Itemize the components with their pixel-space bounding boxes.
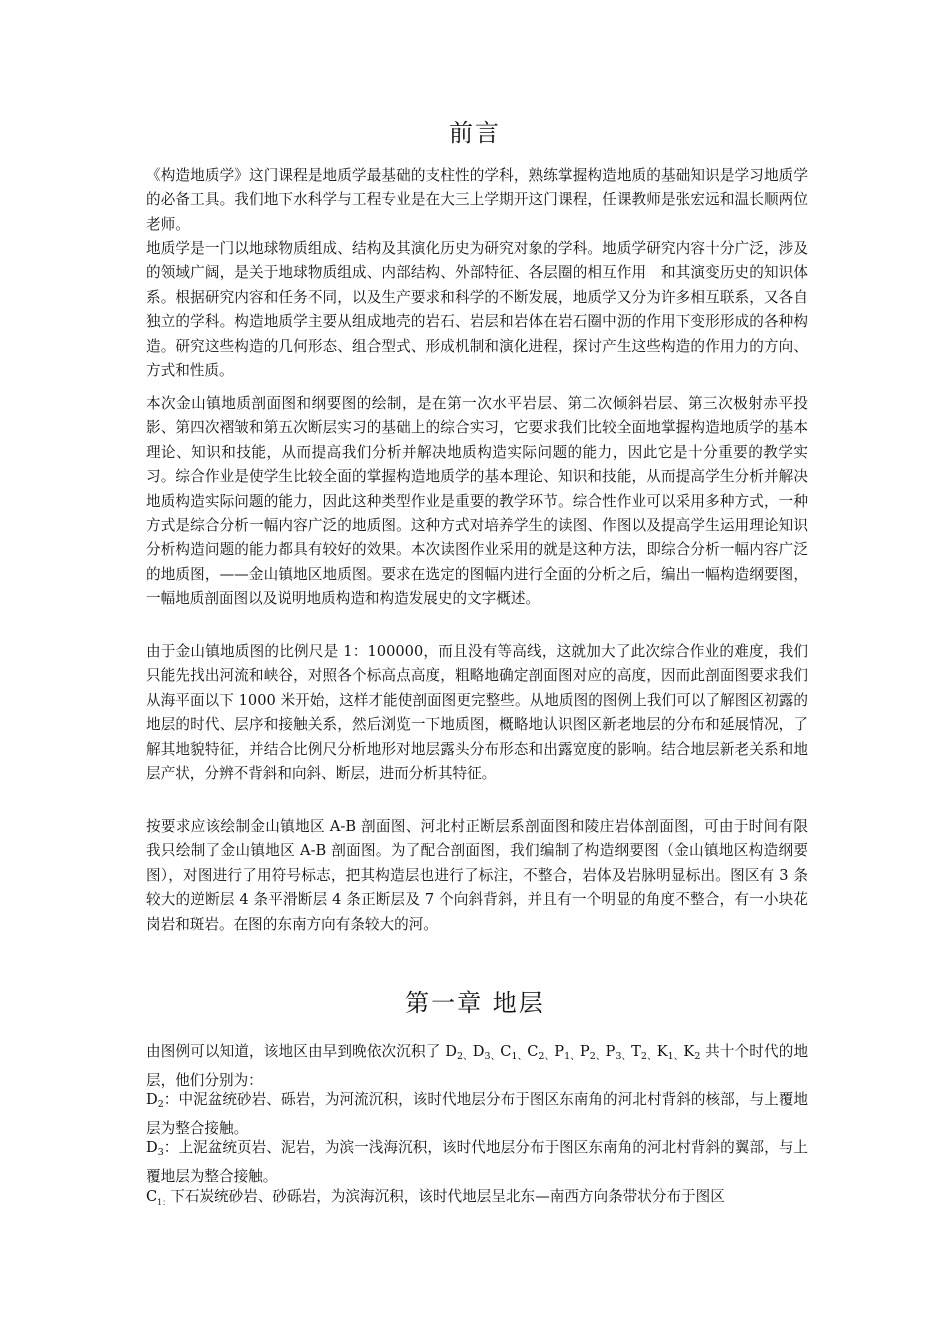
stratum-code: $C_{1:}$ — [146, 1188, 171, 1207]
preface-paragraph-1: 《构造地质学》这门课程是地质学最基础的支柱性的学科，熟练掌握构造地质的基础知识是学习地质学的必备工具。我们地下水科学与工程专业是在大三上学期开这门课程，任课教师是张宏远和温长顺两位老师。 — [146, 167, 808, 233]
stratum-code: $K_2$ — [683, 1043, 701, 1062]
preface-title: 前言 — [449, 119, 501, 147]
stratum-code: $P_{1、}$ — [554, 1043, 580, 1062]
stratum-item-d2: $D_2$：中泥盆统砂岩、砾岩，为河流沉积，该时代地层分布于图区东南角的河北村背斜的核部，与上覆地层为整合接触。 — [146, 1091, 808, 1138]
stratum-code: $D_3$ — [146, 1139, 164, 1158]
preface-paragraph-4: 由于金山镇地质图的比例尺是 1：100000，而且没有等高线，这就加大了此次综合作业的难度，我们只能先找出河流和峡谷，对照各个标高点高度，粗略地确定剖面图对应的高度，因而此剖面图要求我们从海平面以下 1000 米开始，这样才能使剖面图更完整些。从地质图的图例上我们可以了解图区初露的地层的时代、层序和接触关系，然后浏览一下地质图，概略地认识图区新老地层的分布和延展情况，了解其地貌特征，并结合比例尺分析地形对地层露头分布形态和出露宽度的影响。结合地层新老关系和地层产状，分辨不背斜和向斜、断层，进而分析其特征。 — [146, 643, 808, 783]
stratum-description: 上泥盆统页岩、泥岩，为滨一浅海沉积，该时代地层分布于图区东南角的河北村背斜的翼部，与上覆地层为整合接触。 — [146, 1139, 808, 1186]
stratum-code: $C_{2、}$ — [527, 1043, 555, 1062]
preface-paragraph-2: 地质学是一门以地球物质组成、结构及其演化历史为研究对象的学科。地质学研究内容十分广泛，涉及的领域广阔，是关于地球物质组成、内部结构、外部特征、各层圈的相互作用 和其演变历史的知识体系。根据研究内容和任务不同，以及生产要求和科学的不断发展，地质学又分为许多相互联系，又各自独立的学科。构造地质学主要从组成地壳的岩石、岩层和岩体在岩石圈中沥的作用下变形形成的各种构造。研究这些构造的几何形态、组合型式、形成机制和演化进程，探讨产生这些构造的作用力的方向、方式和性质。 — [146, 240, 808, 380]
stratum-code: $D_{2、}$ — [445, 1043, 473, 1062]
stratum-description: 中泥盆统砂岩、砾岩，为河流沉积，该时代地层分布于图区东南角的河北村背斜的核部，与上覆地层为整合接触。 — [146, 1091, 808, 1138]
intro-text-after: 共十个时代的地层，他们分别为： — [146, 1043, 809, 1090]
stratum-code: $K_{1、}$ — [656, 1043, 684, 1062]
stratum-code: $P_{3、}$ — [605, 1043, 632, 1062]
stratum-code: $D_{3、}$ — [472, 1043, 501, 1062]
stratum-code: $T_{2、}$ — [631, 1043, 657, 1062]
stratum-code: $D_2$ — [146, 1091, 164, 1110]
chapter1-title: 第一章 地层 — [405, 989, 545, 1017]
stratum-code: $P_{2、}$ — [579, 1043, 606, 1062]
stratum-item-c1 — [146, 1185, 808, 1215]
preface-paragraph-5: 按要求应该绘制金山镇地区 A-B 剖面图、河北村正断层系剖面图和陵庄岩体剖面图，可由于时间有限我只绘制了金山镇地区 A-B 剖面图。为了配合剖面图，我们编制了构造纲要图（金山镇地区构造纲要图），对图进行了用符号标志，把其构造层也进行了标注，不整合，岩体及岩脉明显标出。图区有 3 条较大的逆断层 4 条平滑断层 4 条正断层及 7 个向斜背斜，并且有一个明显的角度不整合，有一小块花岗岩和斑岩。在图的东南方向有条较大的河。 — [146, 818, 808, 933]
stratum-description: 下石炭统砂岩、砂砾岩，为滨海沉积，该时代地层呈北东—南西方向条带状分布于图区 — [170, 1188, 725, 1205]
stratum-code: $C_{1、}$ — [500, 1043, 528, 1062]
strata-list — [445, 1043, 700, 1060]
preface-paragraph-3: 本次金山镇地质剖面图和纲要图的绘制，是在第一次水平岩层、第二次倾斜岩层、第三次极射赤平投影、第四次褶皱和第五次断层实习的基础上的综合实习，它要求我们比较全面地掌握构造地质学的基本理论、知识和技能，从而提高我们分析并解决地质构造实际问题的能力，因此它是十分重要的教学实习。综合作业是使学生比较全面的掌握构造地质学的基本理论、知识和技能，从而提高学生分析并解决地质构造实际问题的能力，因此这种类型作业是重要的教学环节。综合性作业可以采用多种方式，一种方式是综合分析一幅内容广泛的地质图。这种方式对培养学生的读图、作图以及提高学生运用理论知识分析构造问题的能力都具有较好的效果。本次读图作业采用的就是这种方法，即综合分析一幅内容广泛的地质图，——金山镇地区地质图。要求在选定的图幅内进行全面的分析之后，编出一幅构造纲要图，一幅地质剖面图以及说明地质构造和构造发展史的文字概述。 — [146, 395, 808, 608]
stratum-item-d3: $D_3$：上泥盆统页岩、泥岩，为滨一浅海沉积，该时代地层分布于图区东南角的河北村背斜的翼部，与上覆地层为整合接触。 — [146, 1139, 808, 1186]
chapter1-intro — [146, 1040, 808, 1094]
intro-text-before: 由图例可以知道，该地区由早到晚依次沉积了 — [146, 1043, 446, 1060]
